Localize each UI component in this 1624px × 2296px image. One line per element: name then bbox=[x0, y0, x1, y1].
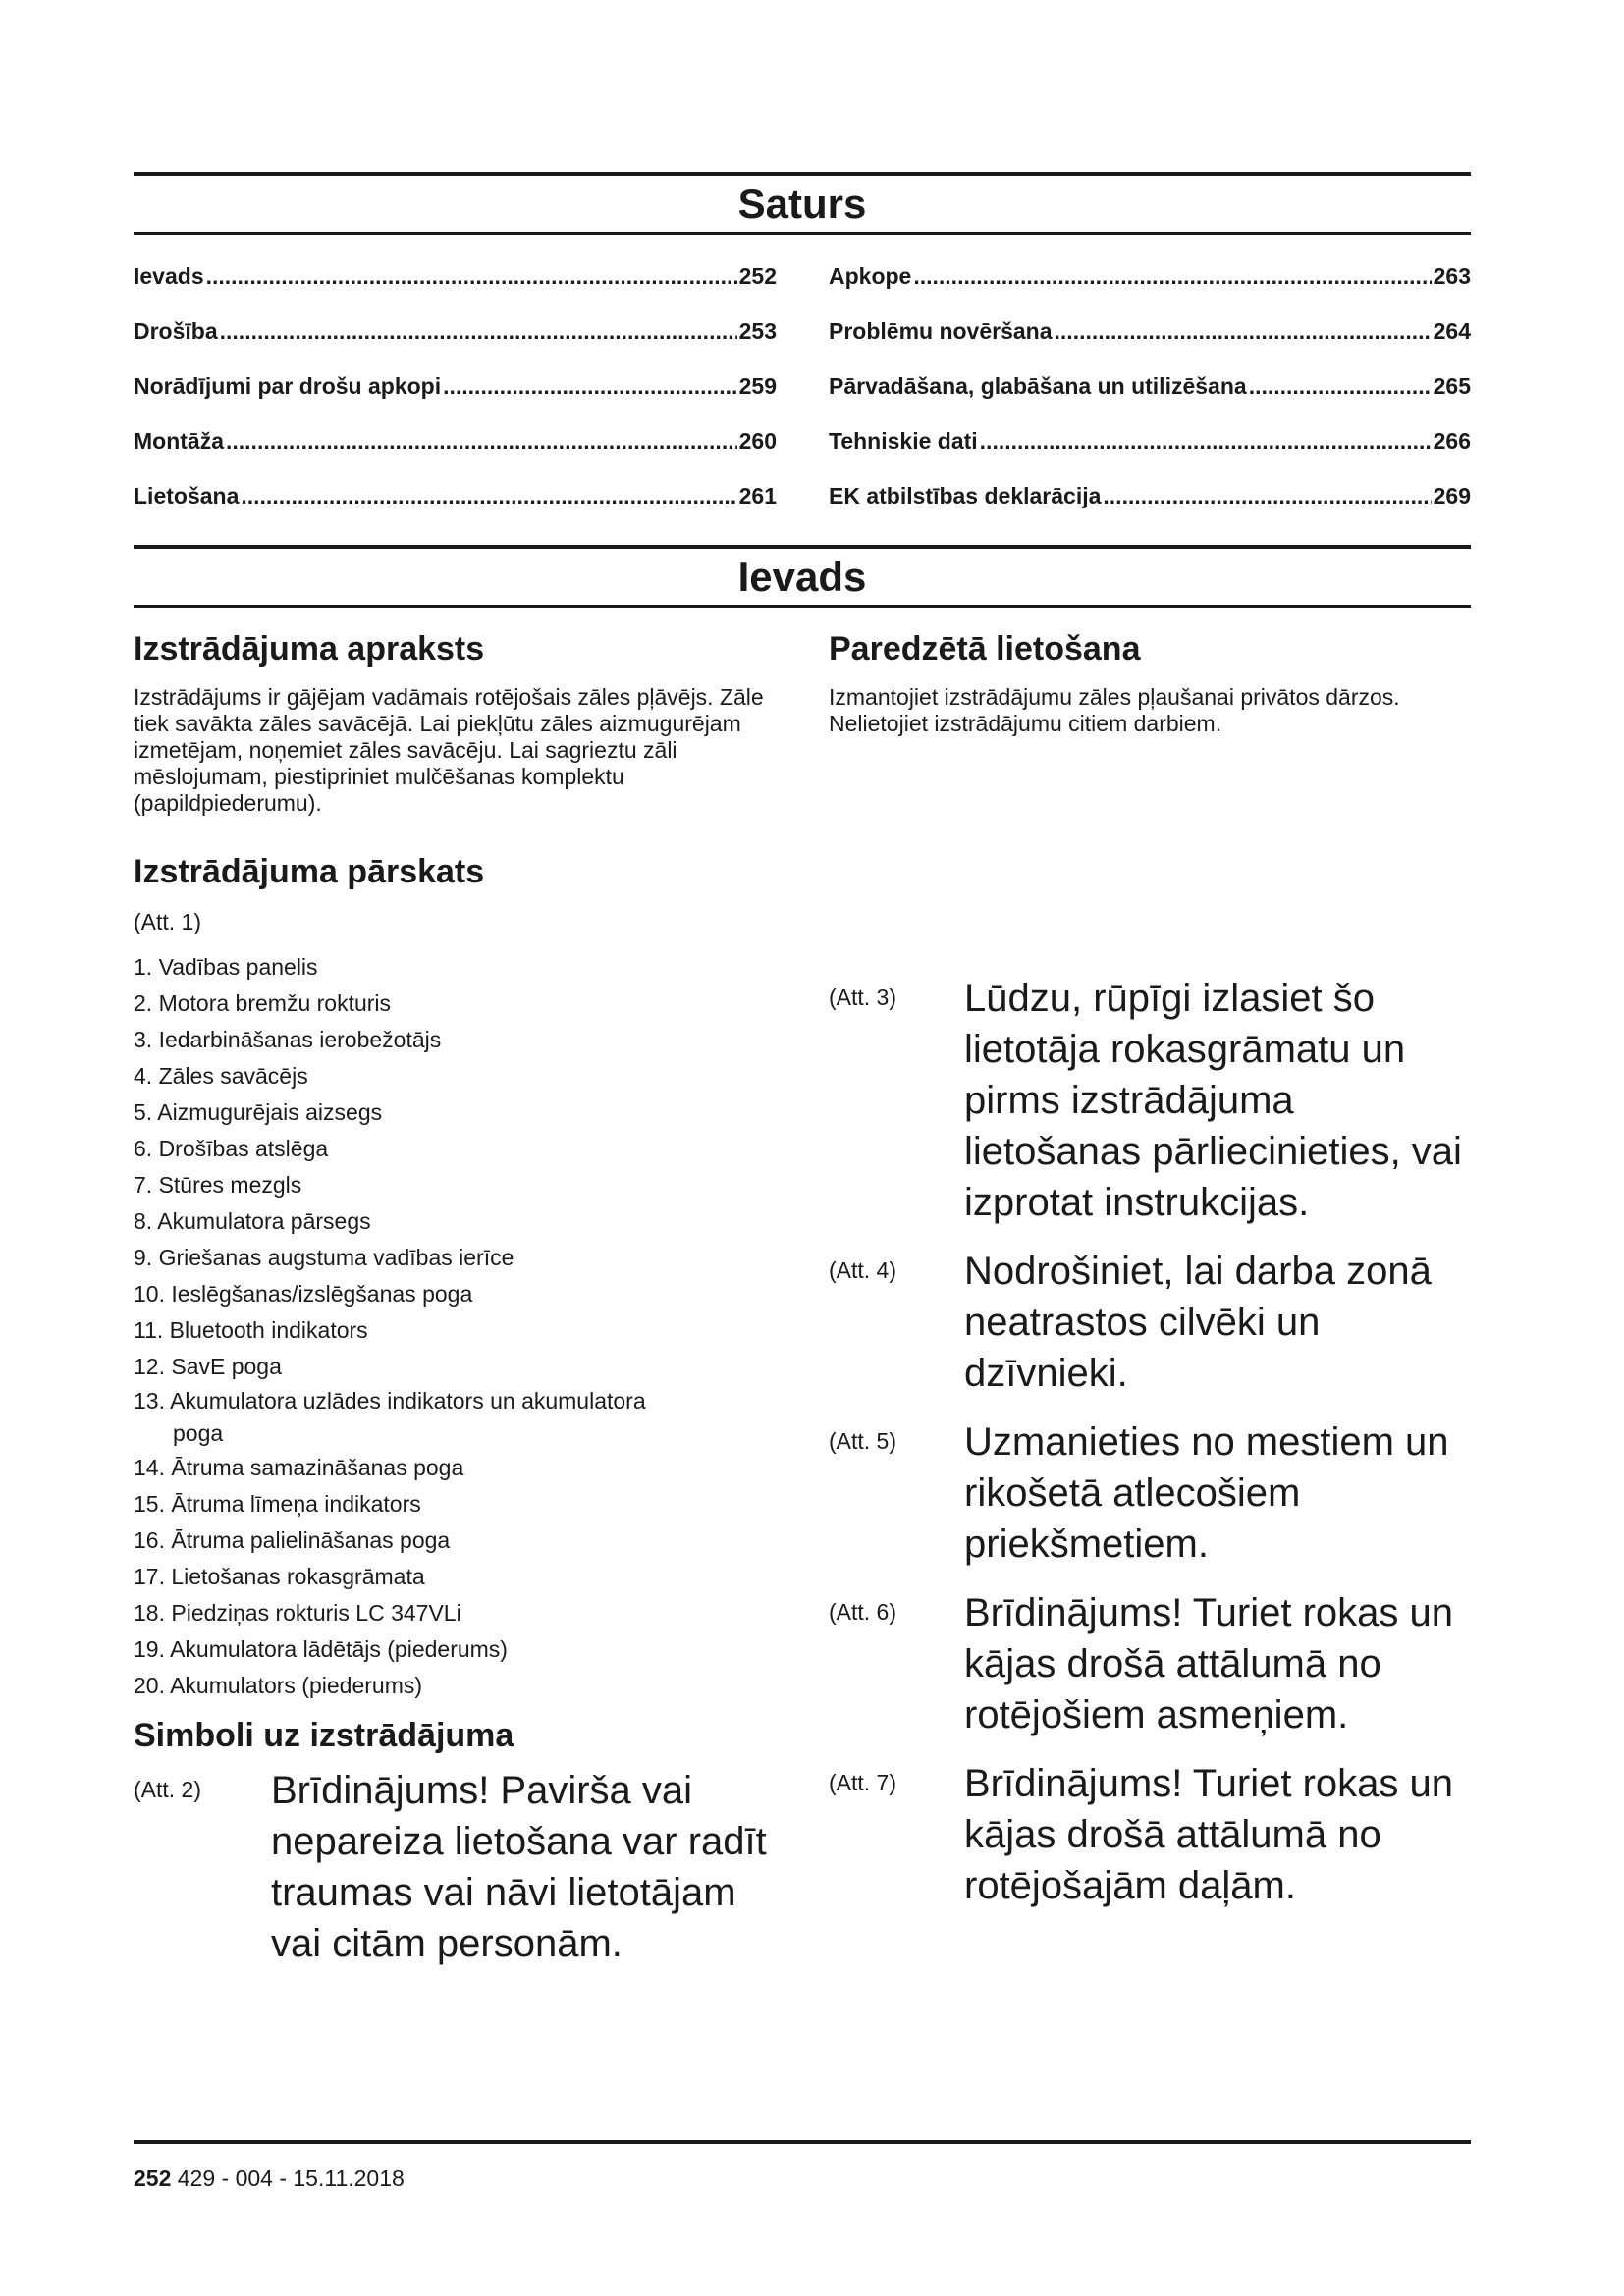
toc-entry[interactable]: Pārvadāšana, glabāšana un utilizēšana ..... 265 bbox=[829, 358, 1471, 413]
intro-body bbox=[134, 629, 1471, 1969]
overview-heading: Izstrādājuma pārskats bbox=[134, 853, 485, 890]
toc-entry[interactable]: Montāža ..... 260 bbox=[134, 413, 777, 468]
symbol-ref: (Att. 7) bbox=[829, 1770, 897, 1795]
list-item: 10. Ieslēgšanas/izslēgšanas poga bbox=[134, 1281, 473, 1307]
list-item: 7. Stūres mezgls bbox=[134, 1172, 302, 1198]
page-number: 252 bbox=[134, 2165, 172, 2191]
toc-title-rule bbox=[134, 232, 1471, 235]
list-item: 1. Vadības panelis bbox=[134, 954, 318, 980]
list-item: 5. Aizmugurējais aizsegs bbox=[134, 1099, 383, 1125]
toc-entry[interactable]: Ievads ..... 252 bbox=[134, 248, 777, 303]
symbol-ref: (Att. 5) bbox=[829, 1428, 897, 1454]
symbol-ref: (Att. 2) bbox=[134, 1777, 202, 1802]
list-item: 15. Ātruma līmeņa indikators bbox=[134, 1491, 421, 1517]
toc-title: Saturs bbox=[737, 181, 867, 227]
page-footer bbox=[134, 2140, 1471, 2192]
overview-ref: (Att. 1) bbox=[134, 909, 202, 934]
right-column bbox=[829, 629, 1471, 1969]
footer-text bbox=[134, 2165, 1471, 2192]
symbol-ref: (Att. 6) bbox=[829, 1599, 897, 1625]
document-id: 429 - 004 - 15.11.2018 bbox=[171, 2165, 405, 2191]
list-item: 4. Zāles savācējs bbox=[134, 1063, 308, 1089]
left-column bbox=[134, 629, 785, 1969]
list-item: 11. Bluetooth indikators bbox=[134, 1317, 368, 1343]
table-of-contents bbox=[134, 248, 1471, 523]
list-item: 16. Ātruma palielināšanas poga bbox=[134, 1527, 451, 1553]
intro-title-rule bbox=[134, 605, 1471, 608]
symbol-entry bbox=[134, 1765, 785, 1969]
toc-entry[interactable]: EK atbilstības deklarācija ..... 269 bbox=[829, 468, 1471, 523]
list-item: 19. Akumulatora lādētājs (piederums) bbox=[134, 1636, 508, 1662]
toc-entry[interactable]: Drošība ..... 253 bbox=[134, 303, 777, 358]
symbol-text: Nodrošiniet, lai darba zonā neatrastos cilvēki un dzīvnieki. bbox=[964, 1250, 1432, 1395]
list-item: 3. Iedarbināšanas ierobežotājs bbox=[134, 1027, 442, 1052]
toc-right-column bbox=[829, 248, 1471, 523]
parts-list bbox=[134, 949, 785, 1704]
list-item: 13. Akumulatora uzlādes indikators un akumulatora poga bbox=[134, 1388, 646, 1446]
symbol-entry bbox=[829, 973, 1471, 1228]
symbols-heading: Simboli uz izstrādājuma bbox=[134, 1717, 514, 1754]
symbol-entry bbox=[829, 1758, 1471, 1911]
list-item: 12. SavE poga bbox=[134, 1354, 282, 1379]
list-item: 20. Akumulators (piederums) bbox=[134, 1673, 423, 1698]
symbol-text: Lūdzu, rūpīgi izlasiet šo lietotāja rokasgrāmatu un pirms izstrādājuma lietošanas pārliecinieties, vai izprotat instrukcijas. bbox=[964, 977, 1462, 1224]
symbol-ref: (Att. 3) bbox=[829, 985, 897, 1010]
page bbox=[134, 172, 1471, 1969]
toc-left-column bbox=[134, 248, 777, 523]
symbol-entry bbox=[829, 1587, 1471, 1740]
symbol-text: Uzmanieties no mestiem un rikošetā atlecošiem priekšmetiem. bbox=[964, 1420, 1449, 1566]
toc-entry[interactable]: Lietošana ..... 261 bbox=[134, 468, 777, 523]
intro-title: Ievads bbox=[737, 554, 867, 600]
intended-use-text: Izmantojiet izstrādājumu zāles pļaušanai privātos dārzos. Nelietojiet izstrādājumu citiem darbiem. bbox=[829, 684, 1400, 736]
toc-entry[interactable]: Norādījumi par drošu apkopi ..... 259 bbox=[134, 358, 777, 413]
symbol-entry bbox=[829, 1246, 1471, 1399]
list-item: 14. Ātruma samazināšanas poga bbox=[134, 1455, 464, 1480]
list-item: 6. Drošības atslēga bbox=[134, 1136, 329, 1161]
footer-rule bbox=[134, 2140, 1471, 2144]
symbol-entry bbox=[829, 1416, 1471, 1570]
symbol-text: Brīdinājums! Turiet rokas un kājas drošā attālumā no rotējošajām daļām. bbox=[964, 1762, 1453, 1907]
list-item: 18. Piedziņas rokturis LC 347VLi bbox=[134, 1600, 461, 1626]
intended-use-heading: Paredzētā lietošana bbox=[829, 630, 1141, 667]
list-item: 17. Lietošanas rokasgrāmata bbox=[134, 1564, 425, 1589]
symbol-text: Brīdinājums! Turiet rokas un kājas drošā attālumā no rotējošiem asmeņiem. bbox=[964, 1591, 1453, 1736]
description-heading: Izstrādājuma apraksts bbox=[134, 630, 485, 667]
description-text: Izstrādājums ir gājējam vadāmais rotējošais zāles pļāvējs. Zāle tiek savākta zāles savācējā. Lai piekļūtu zāles aizmugurējam izmetējam, noņemiet zāles savācēju. Lai sagrieztu zāli mēslojumam, piestipriniet mulčēšanas komplektu (papildpiederumu). bbox=[134, 684, 764, 816]
list-item: 9. Griešanas augstuma vadības ierīce bbox=[134, 1245, 514, 1270]
toc-entry[interactable]: Apkope ..... 263 bbox=[829, 248, 1471, 303]
toc-entry[interactable]: Problēmu novēršana ..... 264 bbox=[829, 303, 1471, 358]
list-item: 8. Akumulatora pārsegs bbox=[134, 1208, 371, 1234]
symbol-ref: (Att. 4) bbox=[829, 1257, 897, 1283]
toc-entry[interactable]: Tehniskie dati ..... 266 bbox=[829, 413, 1471, 468]
symbol-text: Brīdinājums! Pavirša vai nepareiza lietošana var radīt traumas vai nāvi lietotājam vai citām personām. bbox=[271, 1769, 767, 1965]
list-item: 2. Motora bremžu rokturis bbox=[134, 990, 392, 1016]
